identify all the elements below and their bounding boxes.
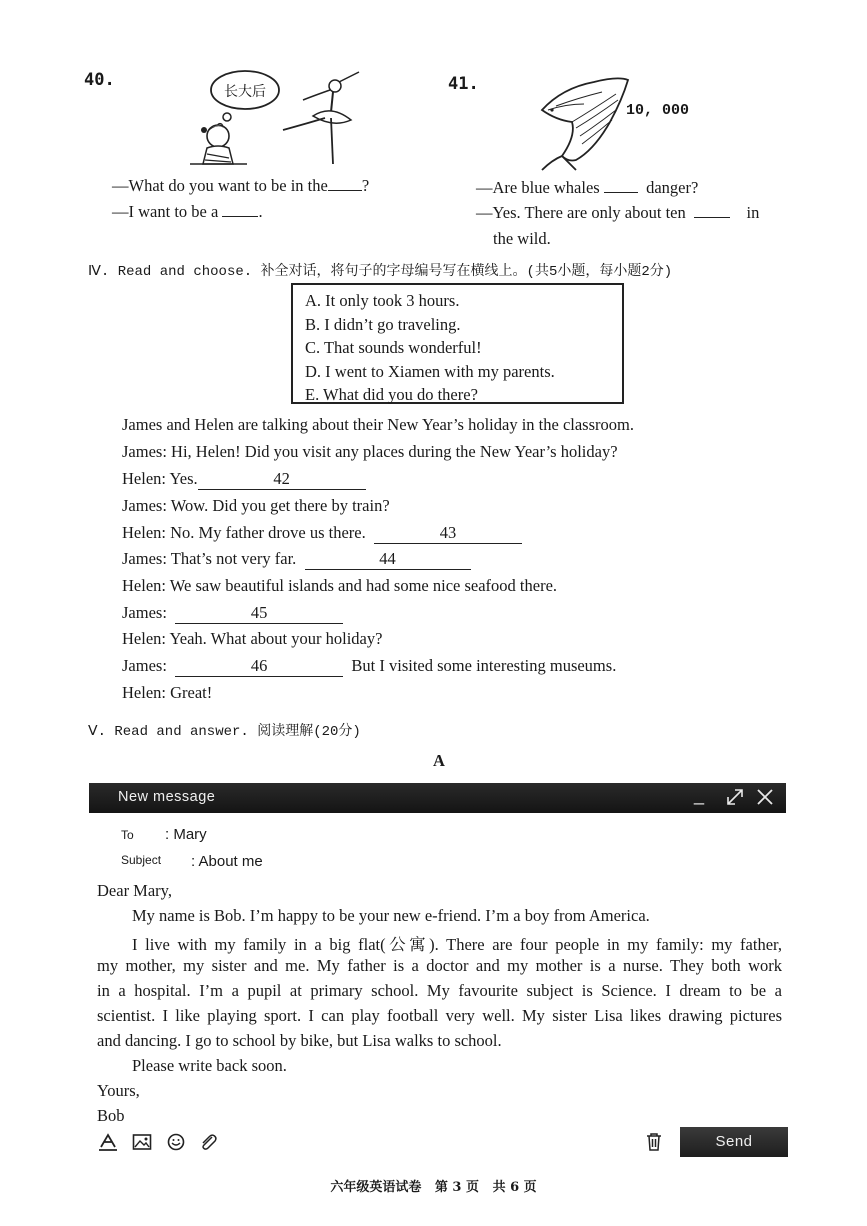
- question-40-line-1: —What do you want to be in the ?: [112, 176, 370, 195]
- question-40-number: 40.: [84, 70, 115, 90]
- email-title-bar: [89, 783, 786, 813]
- girl-dreaming-dancer-illustration: [185, 68, 365, 174]
- subject-field[interactable]: : About me: [191, 853, 263, 870]
- option-e: E. What did you do there?: [305, 385, 478, 404]
- expand-icon[interactable]: [726, 788, 744, 811]
- answer-blank-43[interactable]: 43: [374, 523, 522, 544]
- emoji-icon[interactable]: [166, 1133, 186, 1156]
- dialogue-line: James: That’s not very far. 44: [122, 549, 471, 570]
- trash-icon[interactable]: [645, 1132, 663, 1157]
- answer-blank-44[interactable]: 44: [305, 549, 471, 570]
- minimize-icon[interactable]: _: [694, 785, 705, 805]
- dialogue-line: James: 46 But I visited some interesting museums.: [122, 656, 617, 675]
- image-icon[interactable]: [132, 1133, 152, 1156]
- answer-blank[interactable]: [694, 217, 730, 218]
- option-b: B. I didn’t go traveling.: [305, 314, 461, 334]
- dialogue-line: Helen: We saw beautiful islands and had some nice seafood there.: [122, 576, 558, 595]
- letter-paragraph-2-line-1: I live with my family in a big flat(公寓). There are four people in my family: my father,: [132, 935, 782, 954]
- thought-bubble-text: 长大后: [224, 84, 266, 100]
- dialogue-line: James: Hi, Helen! Did you visit any places during the New Year’s holiday?: [122, 442, 618, 461]
- dialogue-line: Helen: Great!: [122, 683, 213, 702]
- answer-blank-46[interactable]: 46: [175, 656, 343, 677]
- letter-signature: Bob: [97, 1106, 125, 1125]
- option-a: A. It only took 3 hours.: [305, 291, 460, 310]
- close-icon[interactable]: [756, 788, 774, 811]
- question-41-line-1: —Are blue whales danger?: [476, 178, 699, 197]
- part-label: A: [433, 751, 445, 770]
- dialogue-line: Helen: Yes. 42: [122, 469, 366, 490]
- section-4-heading: Ⅳ. Read and choose. 补全对话，将句子的字母编号写在横线上。(共5小题，每小题2分): [88, 264, 673, 280]
- email-title: New message: [118, 789, 216, 805]
- letter-paragraph-2-line-4: scientist. I like playing sport. I can play football very well. My sister Lisa likes drawing pictures: [97, 1006, 782, 1025]
- answer-blank[interactable]: [604, 192, 638, 193]
- attachment-icon[interactable]: [198, 1133, 218, 1156]
- to-label: To: [121, 828, 134, 842]
- blue-whale-illustration: [532, 70, 632, 172]
- dialogue-line: Helen: No. My father drove us there. 43: [122, 523, 522, 544]
- text-format-icon[interactable]: [98, 1133, 118, 1156]
- letter-paragraph-2-line-5: and dancing. I go to school by bike, but Lisa walks to school.: [97, 1031, 502, 1050]
- options-box: [291, 283, 624, 404]
- send-button[interactable]: Send: [680, 1127, 788, 1157]
- subject-label: Subject: [121, 853, 162, 867]
- question-41-line-2: —Yes. There are only about ten in: [476, 203, 760, 222]
- question-41-number: 41.: [448, 74, 479, 94]
- letter-paragraph-1: My name is Bob. I’m happy to be your new e-friend. I’m a boy from America.: [132, 906, 650, 925]
- answer-blank-42[interactable]: 42: [198, 469, 366, 490]
- letter-paragraph-2-line-3: in a hospital. I’m a pupil at primary school. My favourite subject is Science. I dream to be a: [97, 981, 782, 1000]
- answer-blank-45[interactable]: 45: [175, 603, 343, 624]
- option-d: D. I went to Xiamen with my parents.: [305, 361, 555, 381]
- dialogue-intro: James and Helen are talking about their New Year’s holiday in the classroom.: [122, 415, 634, 434]
- dialogue-line: Helen: Yeah. What about your holiday?: [122, 629, 383, 648]
- letter-paragraph-3: Please write back soon.: [132, 1056, 287, 1075]
- letter-greeting: Dear Mary,: [97, 881, 172, 900]
- whale-count-label: 10, 000: [626, 102, 690, 119]
- question-41-line-3: the wild.: [493, 229, 551, 248]
- letter-paragraph-2-line-2: my mother, my sister and me. My father is a doctor and my mother is a nurse. They both work: [97, 956, 782, 975]
- option-c: C. That sounds wonderful!: [305, 338, 482, 357]
- dialogue-line: James: Wow. Did you get there by train?: [122, 496, 390, 515]
- dialogue-line: James: 45: [122, 603, 343, 624]
- question-40-line-2: —I want to be a .: [112, 202, 263, 221]
- answer-blank[interactable]: [222, 216, 258, 217]
- answer-blank[interactable]: [328, 190, 362, 191]
- page-footer: 六年级英语试卷 第 3 页 共 6 页: [330, 1180, 537, 1195]
- section-5-heading: Ⅴ. Read and answer. 阅读理解(20分): [88, 724, 361, 740]
- to-field[interactable]: : Mary: [165, 826, 207, 843]
- letter-closing: Yours,: [97, 1081, 140, 1100]
